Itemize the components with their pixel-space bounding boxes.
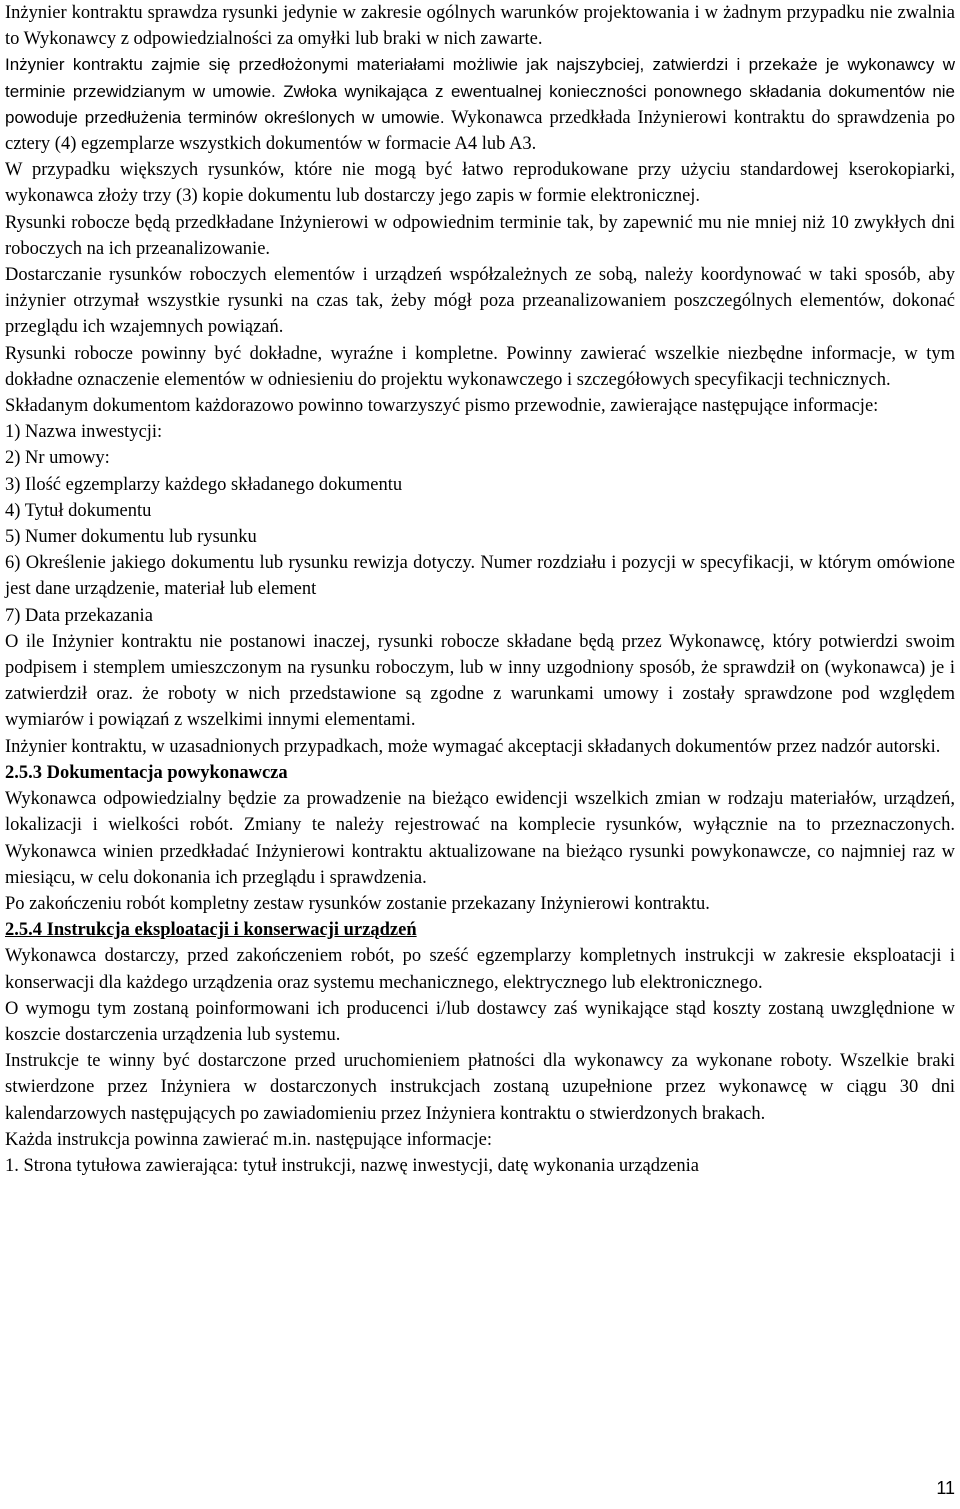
paragraph: Wykonawca dostarczy, przed zakończeniem robót, po sześć egzemplarzy kompletnych instrukcji w zakresie eksploatacji i konserwacji dla każdego urządzenia oraz systemu mechanicznego, elektrycznego lub elektronicznego. <box>5 946 955 993</box>
paragraph: Każda instrukcja powinna zawierać m.in. następujące informacje: <box>5 1129 492 1150</box>
list-item: 7) Data przekazania <box>5 605 153 626</box>
paragraph: Inżynier kontraktu, w uzasadnionych przypadkach, może wymagać akceptacji składanych dokumentów przez nadzór autorski. <box>5 736 941 757</box>
paragraph: Rysunki robocze powinny być dokładne, wyraźne i kompletne. Powinny zawierać wszelkie niezbędne informacje, w tym dokładne oznaczenie elementów w odniesieniu do projektu wykonawczego i szczegółowych specyfikacji technicznych. <box>5 343 955 390</box>
paragraph: Po zakończeniu robót kompletny zestaw rysunków zostanie przekazany Inżynierowi kontraktu. <box>5 893 710 914</box>
list-item: 6) Określenie jakiego dokumentu lub rysunku rewizja dotyczy. Numer rozdziału i pozycji w specyfikacji, w którym omówione jest dane urządzenie, materiał lub element <box>5 553 955 600</box>
paragraph-segment: Inżynier kontraktu zajmie się przedłożonymi materiałami możliwie jak najszybciej, zatwierdzi i przekaże je wykonawcy w terminie przewidzianym w umowie. <box>5 55 955 101</box>
list-item: 5) Numer dokumentu lub rysunku <box>5 527 257 548</box>
paragraph: Inżynier kontraktu sprawdza rysunki jedynie w zakresie ogólnych warunków projektowania i w żadnym przypadku nie zwalnia to Wykonawcy z odpowiedzialności za omyłki lub braki w nich zawarte. <box>5 3 955 50</box>
paragraph: W przypadku większych rysunków, które nie mogą być łatwo reprodukowane przy użyciu standardowej kserokopiarki, wykonawca złoży trzy (3) kopie dokumentu lub dostarczy jego zapis w formie elektronicznej. <box>5 160 955 207</box>
page-number: 11 <box>936 1478 955 1498</box>
paragraph: Rysunki robocze będą przedkładane Inżynierowi w odpowiednim terminie tak, by zapewnić mu nie mniej niż 10 zwykłych dni roboczych na ich przeanalizowanie. <box>5 212 955 259</box>
list-item: 1. Strona tytułowa zawierająca: tytuł instrukcji, nazwę inwestycji, datę wykonania urządzenia <box>5 1155 700 1176</box>
paragraph-segment: Zwłoka wynikająca z ewentualnej konieczności ponownego składania dokumentów nie powoduje przedłużenia terminów określonych w umowie. <box>5 81 955 127</box>
section-heading: 2.5.4 Instrukcja eksploatacji i konserwacji urządzeń <box>5 920 417 941</box>
paragraph: Składanym dokumentom każdorazowo powinno towarzyszyć pismo przewodnie, zawierające następujące informacje: <box>5 396 879 417</box>
paragraph: Wykonawca odpowiedzialny będzie za prowadzenie na bieżąco ewidencji wszelkich zmian w rodzaju materiałów, urządzeń, lokalizacji i wielkości robót. Zmiany te należy rejestrować na komplecie rysunków, wyłącznie na to przeznaczonych. Wykonawca winien przedkładać Inżynierowi kontraktu aktualizowane na bieżąco rysunki powykonawcze, co najmniej raz w miesiącu, w celu dokonania ich przeglądu i sprawdzenia. <box>5 789 955 888</box>
list-item: 2) Nr umowy: <box>5 448 110 469</box>
list-item: 1) Nazwa inwestycji: <box>5 422 163 443</box>
paragraph: Dostarczanie rysunków roboczych elementów i urządzeń współzależnych ze sobą, należy koordynować w taki sposób, aby inżynier otrzymał wszystkie rysunki na czas tak, żeby mógł poza przeanalizowaniem poszczególnych elementów, dokonać przeglądu ich wzajemnych powiązań. <box>5 265 955 338</box>
paragraph: O wymogu tym zostaną poinformowani ich producenci i/lub dostawcy zaś wynikające stąd koszty zostaną uwzględnione w koszcie dostarczenia urządzenia lub systemu. <box>5 998 955 1045</box>
document-page <box>5 0 955 1179</box>
paragraph: O ile Inżynier kontraktu nie postanowi inaczej, rysunki robocze składane będą przez Wykonawcę, który potwierdzi swoim podpisem i stemplem umieszczonym na rysunku roboczym, lub w inny uzgodniony sposób, że sprawdził on (wykonawca) je i zatwierdził oraz. że roboty w nich przedstawione są zgodne z warunkami umowy i zostały sprawdzone pod względem wymiarów i powiązań z wszelkimi innymi elementami. <box>5 631 955 731</box>
list-item: 4) Tytuł dokumentu <box>5 500 152 521</box>
paragraph: Instrukcje te winny być dostarczone przed uruchomieniem płatności dla wykonawcy za wykonane roboty. Wszelkie braki stwierdzone przez Inżyniera w dostarczonych instrukcjach zostaną uzupełnione przez wykonawcę w ciągu 30 dni kalendarzowych następujących po zawiadomieniu przez Inżyniera kontraktu o stwierdzonych brakach. <box>5 1051 955 1124</box>
paragraph-segment: Wykonawca przedkłada Inżynierowi kontraktu do sprawdzenia po cztery (4) egzemplarze wszystkich dokumentów w formacie A4 lub A3. <box>5 107 955 155</box>
list-item: 3) Ilość egzemplarzy każdego składanego dokumentu <box>5 474 403 495</box>
paragraph <box>5 52 955 157</box>
section-heading: 2.5.3 Dokumentacja powykonawcza <box>5 762 288 783</box>
